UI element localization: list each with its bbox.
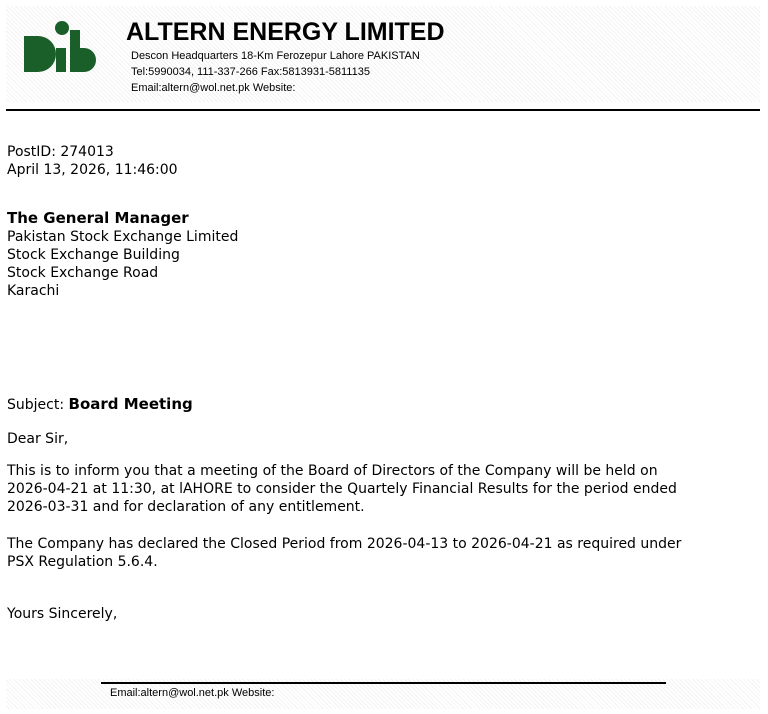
recipient-line: Stock Exchange Building xyxy=(7,247,180,263)
subject-label: Subject: xyxy=(7,397,69,413)
company-email-website: Email:altern@wol.net.pk Website: xyxy=(131,82,296,94)
subject-line xyxy=(7,395,193,414)
logo-j-stem xyxy=(56,48,66,72)
recipient-title: The General Manager xyxy=(7,209,189,227)
logo-d-shape xyxy=(24,36,56,72)
salutation: Dear Sir, xyxy=(7,431,69,447)
company-address: Descon Headquarters 18-Km Ferozepur Lahore PAKISTAN xyxy=(131,50,420,62)
logo-j-dot xyxy=(55,21,69,35)
letterhead xyxy=(6,6,760,102)
footer-email-website: Email:altern@wol.net.pk Website: xyxy=(110,687,275,699)
recipient-line: Pakistan Stock Exchange Limited xyxy=(7,229,239,245)
body-line: The Company has declared the Closed Period from 2026-04-13 to 2026-04-21 as required under xyxy=(7,536,682,552)
closing: Yours Sincerely, xyxy=(7,606,118,622)
body-line: 2026-03-31 and for declaration of any entitlement. xyxy=(7,499,365,515)
recipient-line: Karachi xyxy=(7,283,60,299)
logo-b-round xyxy=(72,48,96,72)
body-paragraph-1 xyxy=(7,462,747,516)
body-paragraph-2 xyxy=(7,535,747,571)
body-line: This is to inform you that a meeting of the Board of Directors of the Company will be held on xyxy=(7,463,658,479)
body-line: PSX Regulation 5.6.4. xyxy=(7,554,158,570)
footer-divider xyxy=(101,682,666,684)
post-datetime: April 13, 2026, 11:46:00 xyxy=(7,162,178,178)
subject-value: Board Meeting xyxy=(68,395,193,413)
recipient-line: Stock Exchange Road xyxy=(7,265,159,281)
company-logo xyxy=(22,20,98,88)
body-line: 2026-04-21 at 11:30, at lAHORE to consider the Quartely Financial Results for the period ended xyxy=(7,481,677,497)
post-id: PostID: 274013 xyxy=(7,144,114,160)
header-divider xyxy=(6,109,760,111)
company-phone-fax: Tel:5990034, 111-337-266 Fax:5813931-5811135 xyxy=(131,66,370,78)
company-name: ALTERN ENERGY LIMITED xyxy=(126,18,445,46)
